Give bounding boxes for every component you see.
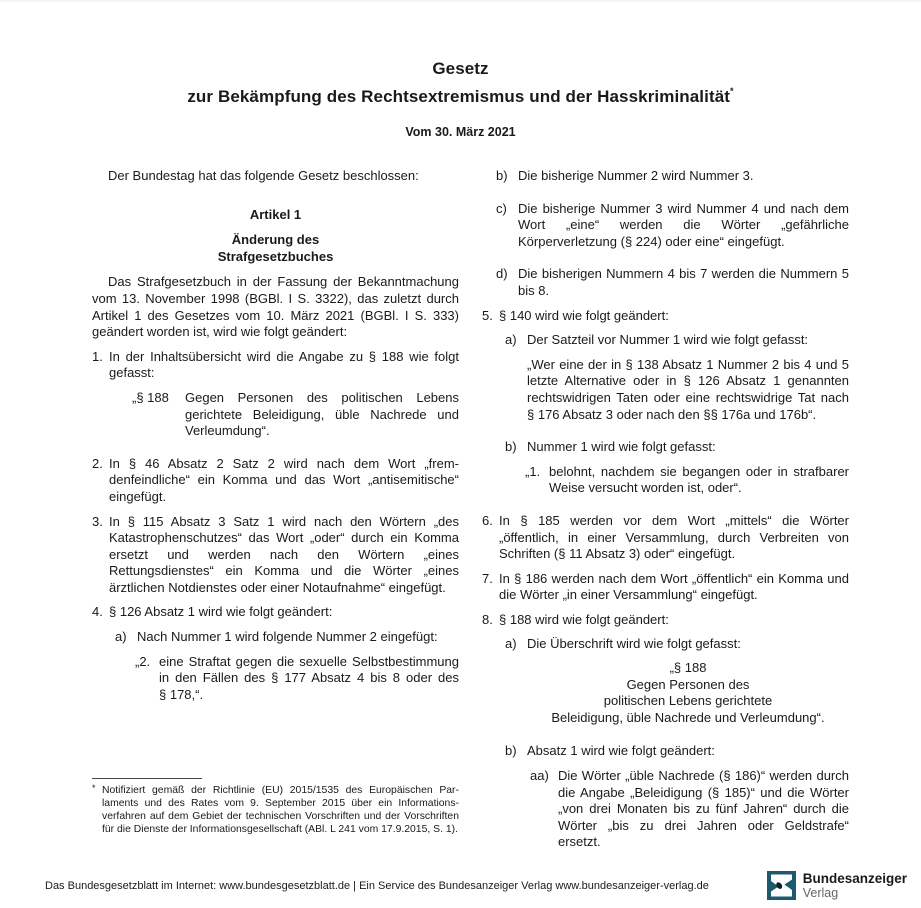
item-body bbox=[499, 612, 849, 859]
item-5-text: § 140 wird wie folgt geändert: bbox=[499, 307, 669, 323]
item-3-text: In § 115 Absatz 3 Satz 1 wird nach den Wörtern „des Katastrophenschutzes“ das Wort „oder“ durch ein Komma ersetzt und werden nach den Wörtern „eines Rettungsdienstes“ ein Komma und die Wörter „eines ärztlichen Notdienstes oder einer Notaufnahme“ eingefügt. bbox=[109, 513, 459, 595]
law-title: Gesetz bbox=[432, 59, 489, 78]
sub-item-body bbox=[137, 629, 459, 703]
quote-number: „2. bbox=[135, 653, 151, 669]
item-number: 4. bbox=[92, 604, 103, 620]
list-item-4 bbox=[92, 604, 459, 711]
quote-line-4: Beleidigung, üble Nachrede und Verleumdung“. bbox=[551, 709, 825, 725]
item-7-text: In § 186 werden nach dem Wort „öffentlich“ ein Komma und die Wörter „in einer Versammlung“ eingefügt. bbox=[499, 570, 849, 603]
bundesanzeiger-logo-icon bbox=[767, 871, 796, 900]
list-item-1 bbox=[92, 349, 459, 448]
item-number: 2. bbox=[92, 455, 103, 471]
footnote-marker: * bbox=[92, 783, 96, 793]
item-8a-heading-quote bbox=[527, 660, 849, 726]
sub-item-label: c) bbox=[496, 200, 507, 216]
footnote-rule bbox=[92, 778, 202, 779]
footer-service-text: Das Bundesgesetzblatt im Internet: www.bundesgesetzblatt.de | Ein Service des Bundesanzeiger Verlag www.bundesanzeiger-verlag.de bbox=[45, 879, 709, 892]
bundesanzeiger-logo bbox=[767, 871, 907, 900]
footnote-row bbox=[92, 784, 459, 836]
sub-item-body bbox=[527, 439, 849, 497]
right-column bbox=[482, 168, 849, 850]
sub-sub-item-aa-text: Die Wörter „üble Nachrede (§ 186)“ werden durch die Angabe „Beleidigung (§ 185)“ und die Wörter „von drei Monaten bis zu fünf Jahren“ durch die Wörter „bis zu drei Jahren oder Geldstrafe“ ersetzt. bbox=[558, 768, 849, 850]
sub-item-4b bbox=[496, 168, 849, 185]
sub-item-label: b) bbox=[505, 743, 517, 759]
list-item-5 bbox=[482, 308, 849, 505]
lead-paragraph: Das Strafgesetzbuch in der Fassung der Bekanntmachung vom 13. November 1998 (BGBl. I S. 3322), das zuletzt durch Artikel 1 des Gesetzes vom 10. März 2021 (BGBl. I S. 333) geändert worden ist, wird wie folgt geändert: bbox=[92, 274, 459, 340]
item-number: 6. bbox=[482, 512, 493, 528]
quote-text: Gegen Personen des politischen Lebens gerichtete Beleidigung, üble Nachrede und Verleumdung“. bbox=[185, 389, 459, 439]
sub-item-label: a) bbox=[505, 332, 517, 348]
left-column bbox=[92, 168, 459, 836]
document-header bbox=[0, 0, 921, 139]
sub-item-8b bbox=[505, 743, 849, 851]
item-6-text: In § 185 werden vor dem Wort „mittels“ die Wörter „öffentlich, in einer Versammlung, durch Verbreiten von Schriften (§ 11 Absatz 3) oder“ eingefügt. bbox=[499, 512, 849, 562]
item-number: 1. bbox=[92, 348, 103, 364]
logo-subname: Verlag bbox=[802, 886, 839, 900]
item-4-quote bbox=[135, 654, 459, 704]
sub-item-4b-text: Die bisherige Nummer 2 wird Nummer 3. bbox=[518, 168, 754, 183]
sub-item-5b bbox=[505, 439, 849, 497]
sub-item-body bbox=[527, 332, 849, 431]
list-item-3 bbox=[92, 514, 459, 597]
sub-item-4a bbox=[115, 629, 459, 703]
intro-paragraph: Der Bundestag hat das folgende Gesetz beschlossen: bbox=[108, 168, 419, 183]
list-item-8 bbox=[482, 612, 849, 859]
page-footer bbox=[45, 871, 907, 900]
footnote-block bbox=[92, 778, 459, 836]
artikel-1-subheading bbox=[92, 232, 459, 265]
artikel-1-heading: Artikel 1 bbox=[249, 206, 302, 222]
item-5a-quote: „Wer eine der in § 138 Absatz 1 Nummer 2 bis 4 und 5 letzte Alternative oder in § 126 Absatz 1 genannten rechtswidrigen Taten oder eine rechtswidrige Tat nach § 176 Absatz 3 oder nach den §§ 176a und 176b“. bbox=[527, 356, 849, 422]
sub-item-5a-text: Der Satzteil vor Nummer 1 wird wie folgt gefasst: bbox=[527, 332, 809, 348]
item-1-quote bbox=[132, 390, 459, 440]
item-body bbox=[109, 604, 459, 711]
sub-item-5b-text: Nummer 1 wird wie folgt gefasst: bbox=[527, 439, 716, 455]
two-column-body bbox=[0, 139, 921, 850]
sub-item-4c-text: Die bisherige Nummer 3 wird Nummer 4 und nach dem Wort „eine“ werden die Wörter „gefährliche Körperverletzung (§ 224) oder eine“ eingefügt. bbox=[518, 200, 849, 249]
sub-item-8b-text: Absatz 1 wird wie folgt geändert: bbox=[527, 743, 715, 759]
quote-label: „§ 188 bbox=[132, 389, 169, 405]
item-5b-quote bbox=[525, 464, 849, 497]
sub-sub-item-label: aa) bbox=[530, 768, 549, 784]
sub-item-body bbox=[527, 636, 849, 735]
item-number: 5. bbox=[482, 307, 493, 323]
sub-item-8a-text: Die Überschrift wird wie folgt gefasst: bbox=[527, 636, 741, 652]
sub-item-4c bbox=[496, 201, 849, 251]
sub-item-body bbox=[527, 743, 849, 851]
sub-item-8a bbox=[505, 636, 849, 735]
item-body bbox=[499, 308, 849, 505]
quote-text: belohnt, nachdem sie begangen oder in strafbarer Weise versucht worden ist, oder“. bbox=[549, 463, 849, 496]
artikel-1-subheading-line1: Änderung des bbox=[231, 232, 320, 248]
footnote-text: Notifiziert gemäß der Richtlinie (EU) 2015/1535 des Europäischen Parlaments und des Rates vom 9. September 2015 über ein Informationsverfahren auf dem Gebiet der technischen Vorschriften und der Vorschriften für die Dienste der Informationsgesellschaft (ABl. L 241 vom 17.9.2015, S. 1). bbox=[102, 785, 459, 835]
sub-item-label: d) bbox=[496, 266, 508, 282]
sub-item-label: a) bbox=[505, 636, 517, 652]
quote-line-3: politischen Lebens gerichtete bbox=[603, 693, 773, 709]
sub-item-4d-text: Die bisherigen Nummern 4 bis 7 werden die Nummern 5 bis 8. bbox=[518, 266, 849, 298]
item-1-text: In der Inhaltsübersicht wird die Angabe zu § 188 wie folgt gefasst: bbox=[109, 348, 459, 381]
item-number: 7. bbox=[482, 570, 493, 586]
item-number: 3. bbox=[92, 513, 103, 529]
list-item-7 bbox=[482, 571, 849, 604]
artikel-1-subheading-line2: Strafgesetzbuches bbox=[217, 248, 334, 264]
law-date: Vom 30. März 2021 bbox=[405, 125, 516, 139]
item-2-text: In § 46 Absatz 2 Satz 2 wird nach dem Wort „fremdenfeindliche“ ein Komma und das Wort „antisemitische“ eingefügt. bbox=[109, 455, 459, 504]
logo-wordmark bbox=[803, 871, 907, 900]
quote-text: eine Straftat gegen die sexuelle Selbstbestimmung in den Fällen des § 177 Absatz 4 bis 8 oder des § 178,“. bbox=[159, 653, 459, 702]
item-number: 8. bbox=[482, 611, 493, 627]
law-subtitle bbox=[0, 80, 921, 108]
item-body bbox=[109, 349, 459, 448]
sub-item-label: b) bbox=[505, 439, 517, 455]
sub-item-4a-text: Nach Nummer 1 wird folgende Nummer 2 eingefügt: bbox=[137, 629, 438, 645]
sub-item-5a bbox=[505, 332, 849, 431]
logo-name: Bundesanzeiger bbox=[802, 871, 907, 886]
sub-sub-item-aa bbox=[530, 768, 849, 851]
law-subtitle-text: zur Bekämpfung des Rechtsextremismus und der Hasskriminalität bbox=[187, 87, 731, 106]
item-8-text: § 188 wird wie folgt geändert: bbox=[499, 611, 669, 627]
list-item-2 bbox=[92, 456, 459, 506]
quote-line-1: „§ 188 bbox=[669, 660, 707, 676]
sub-item-label: a) bbox=[115, 629, 127, 645]
quote-number: „1. bbox=[525, 463, 541, 479]
sub-item-label: b) bbox=[496, 168, 508, 183]
item-4-text: § 126 Absatz 1 wird wie folgt geändert: bbox=[109, 604, 333, 620]
title-footnote-marker: * bbox=[730, 86, 734, 96]
sub-item-4d bbox=[496, 266, 849, 299]
list-item-6 bbox=[482, 513, 849, 563]
quote-line-2: Gegen Personen des bbox=[626, 676, 750, 692]
page-top-edge bbox=[0, 0, 921, 2]
